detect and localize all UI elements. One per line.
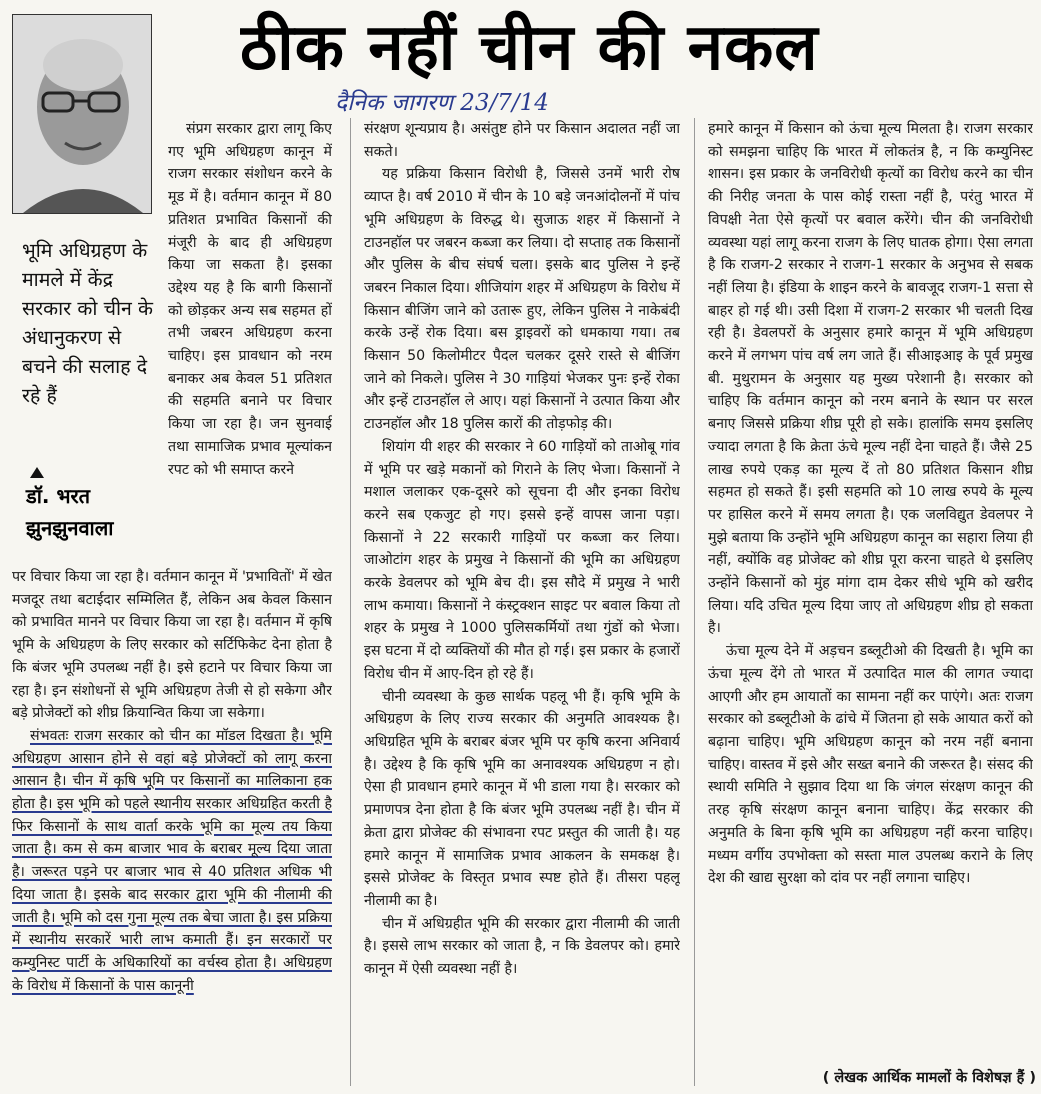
paragraph: ऊंचा मूल्य देने में अड़चन डब्लूटीओ की दिखती है। भूमि का ऊंचा मूल्य देंगे तो भारत में उत्पादित माल की लागत ज्यादा आएगी और हम आयातों का सामना नहीं कर पाएंगे। अतः राजग सरकार को डब्लूटीओ के ढांचे में जितना हो सके आयात करों को बढ़ाना चाहिए। भूमि अधिग्रहण कानून को नरम नहीं बनाना चाहिए। वास्तव में इसे और सख्त बनाने की जरूरत है। संसद की स्थायी समिति ने सुझाव दिया था कि जंगल संरक्षण कानून की तरह कृषि संरक्षण कानून बनाना चाहिए। केंद्र सरकार की अनुमति के बिना कृषि भूमि का अधिग्रहण नहीं करना चाहिए। मध्यम वर्गीय उपभोक्ता को सस्ता माल उपलब्ध कराने के लिए देश की खाद्य सुरक्षा को दांव पर नहीं लगाना चाहिए। — [708, 643, 1033, 887]
triangle-marker-icon — [30, 467, 44, 478]
column-rule — [694, 118, 695, 1086]
column-rule — [350, 118, 351, 1086]
handwritten-date-note: दैनिक जागरण 23/7/14 — [335, 90, 549, 116]
paragraph: पर विचार किया जा रहा है। वर्तमान कानून में 'प्रभावितों' में खेत मजदूर तथा बटाईदार सम्मिलित हैं, लेकिन अब केवल किसान को प्रभावित मानने पर विचार किया जा रहा है। वर्तमान में कृषि भूमि के अधिग्रहण के लिए सरकार को सर्टिफिकेट देना होता है कि बंजर भूमि उपलब्ध नहीं है। इसे हटाने पर विचार किया जा रहा है। इन संशोधनों से भूमि अधिग्रहण तेजी से हो सकेगा और बड़े प्रोजेक्टों को शीघ्र क्रियान्वित किया जा सकेगा। — [12, 569, 332, 722]
paragraph: चीनी व्यवस्था के कुछ सार्थक पहलू भी हैं। कृषि भूमि के अधिग्रहण के लिए राज्य सरकार की अनुमति आवश्यक है। अधिग्रहित भूमि के बराबर बंजर भूमि पर कृषि करना अनिवार्य है। उद्देश्य है कि कृषि भूमि का अनावश्यक अधिग्रहण न हो। ऐसा ही प्रावधान हमारे कानून में भी डाला गया है। सरकार को प्रमाणपत्र देना होता है कि बंजर भूमि उपलब्ध नहीं है। चीन में क्रेता द्वारा प्रोजेक्ट की संभावना रपट प्रस्तुत की जाती है। यह हमारे कानून में सामाजिक प्रभाव आकलन के समकक्ष है। इससे प्रोजेक्ट के विस्तृत प्रभाव स्पष्ट होते हैं। तीसरा पहलू नीलामी का है। — [364, 688, 680, 909]
author-credit-footer: ( लेखक आर्थिक मामलों के विशेषज्ञ हैं ) — [822, 1070, 1036, 1086]
paragraph: यह प्रक्रिया किसान विरोधी है, जिससे उनमें भारी रोष व्याप्त है। वर्ष 2010 में चीन के 10 बड़े जनआंदोलनों में पांच भूमि अधिग्रहण के विरुद्ध थे। सुजाऊ शहर में किसानों ने टाउनहॉल पर जबरन कब्जा कर लिया। दो सप्ताह तक किसानों और पुलिस के बीच संघर्ष चला। इसके बाद पुलिस ने इन्हें जबरन निकाल दिया। शीजियांग शहर में अधिग्रहण के विरोध में किसान बीजिंग जाने को उतारू हुए, लेकिन पुलिस ने नाकेबंदी करके उन्हें रोक दिया। बस ड्राइवरों को धमकाया गया। तब किसान 50 किलोमीटर पैदल चलकर दूसरे रास्ते से बीजिंग जाने को निकले। पुलिस ने 30 गाड़ियां भेजकर पुनः इन्हें रोका और इन्हें टाउनहॉल ले आए। यहां किसानों ने उत्पात किया और टाउनहॉल और 18 पुलिस कारों की तोड़फोड़ की। — [364, 166, 680, 433]
author-name: डॉ. भरत झुनझुनवाला — [26, 484, 114, 540]
article-column-1-top — [168, 118, 332, 574]
article-column-1-bottom — [12, 566, 332, 1094]
author-photo — [12, 14, 152, 214]
headline: ठीक नहीं चीन की नकल — [240, 11, 819, 85]
article-column-2 — [364, 118, 680, 1094]
article-column-3 — [708, 118, 1033, 1072]
paragraph: चीन में अधिग्रहीत भूमि की सरकार द्वारा नीलामी की जाती है। इससे लाभ सरकार को जाता है, न कि डेवलपर को। हमारे कानून में ऐसी व्यवस्था नहीं है। — [364, 915, 680, 978]
paragraph: शियांग यी शहर की सरकार ने 60 गाड़ियों को ताओबू गांव में भूमि पर खड़े मकानों को गिराने के लिए भेजा। किसानों ने मशाल जलाकर एक-दूसरे को सूचना दी और इनका विरोध करने सब एकजुट हो गए। इससे इन्हें वापस जाना पड़ा। किसानों ने 22 सरकारी गाड़ियों पर कब्जा कर लिया। जाओटांग शहर के प्रमुख ने किसानों की भूमि का अधिग्रहण करके डेवलपर को भूमि बेच दी। इस सौदे में प्रमुख ने भारी लाभ कमाया। किसानों ने कंस्ट्रक्शन साइट पर बवाल किया तो शहर के प्रमुख ने 1000 पुलिसकर्मियों तथा गुंडों को भेजा। इस घटना में दो व्यक्तियों की मौत हो गई। इस प्रकार के हजारों विरोध चीन में आए-दिन हो रहे हैं। — [364, 438, 680, 682]
pull-quote: भूमि अधिग्रहण के मामले में केंद्र सरकार को चीन के अंधानुकरण से बचने की सलाह दे रहे हैं — [22, 239, 154, 407]
paragraph: संरक्षण शून्यप्राय है। असंतुष्ट होने पर किसान अदालत नहीं जा सकते। — [364, 121, 680, 160]
paragraph: हमारे कानून में किसान को ऊंचा मूल्य मिलता है। राजग सरकार को समझना चाहिए कि भारत में लोकतंत्र है, न कि कम्युनिस्ट शासन। इस प्रकार के जनविरोधी कृत्यों का विरोध करने का चीन की निरीह जनता के पास कोई रास्ता नहीं है, परंतु भारत में विपक्षी नेता ऐसे कृत्यों पर बवाल करेंगे। चीन की जनविरोधी व्यवस्था यहां लागू करना राजग के लिए घातक होगा। ऐसा लगता है कि राजग-2 सरकार ने राजग-1 सरकार के अनुभव से सबक नहीं लिया है। इंडिया के शाइन करने के बावजूद राजग-1 सत्ता से बाहर हो गई थी। उसी दिशा में राजग-2 सरकार भी चलती दिख रही है। डेवलपरों के अनुसार हमारे कानून में भूमि अधिग्रहण करने में लगभग पांच वर्ष लग जाते हैं। सीआइआइ के पूर्व प्रमुख बी. मुथुरामन के अनुसार यह मुख्य परेशानी है। सरकार को चाहिए कि वर्तमान कानून को नरम बनाने के स्थान पर सरल बनाए जिससे प्रक्रिया शीघ्र पूरी हो सके। हालांकि समय इसलिए ज्यादा लगता है कि क्रेता ऊंचे मूल्य नहीं देना चाहते हैं। जैसे 25 लाख रुपये एकड़ का मूल्य दें तो 80 प्रतिशत किसान शीघ्र सहमत हो सकते हैं। इसी सहमति को 10 लाख रुपये के मूल्य पर हासिल करने में समय लगता है। एक जलविद्युत डेवलपर ने मुझे बताया कि उन्होंने भूमि अधिग्रहण कानून का सहारा लिया ही नहीं, क्योंकि वह प्रोजेक्ट को शीघ्र पूरा करना चाहते थे इसलिए उन्होंने किसानों को मुंह मांगा दाम देकर सीधे भूमि को खरीद लिया। यदि उचित मूल्य दिया जाए तो अधिग्रहण शीघ्र हो सकता है। — [708, 121, 1033, 637]
paragraph: संभवतः राजग सरकार को चीन का मॉडल दिखता है। भूमि अधिग्रहण आसान होने से वहां बड़े प्रोजेक्टों को लागू करना आसान है। चीन में कृषि भूमि पर किसानों का मालिकाना हक होता है। इस भूमि को पहले स्थानीय सरकार अधिग्रहित करती है फिर किसानों के साथ वार्ता करके भूमि का मूल्य तय किया जाता है। कम से कम बाजार भाव के बराबर मूल्य दिया जाता है। जरूरत पड़ने पर बाजार भाव से 40 प्रतिशत अधिक भी दिया जाता है। इसके बाद सरकार द्वारा भूमि की नीलामी की जाती है। भूमि को दस गुना मूल्य तक बेचा जाता है। इस प्रक्रिया में स्थानीय सरकारें भारी लाभ कमाती हैं। इन सरकारों पर कम्युनिस्ट पार्टी के अधिकारियों का वर्चस्व होता है। अधिग्रहण के विरोध में किसानों के पास कानूनी — [12, 727, 332, 994]
paragraph: संप्रग सरकार द्वारा लागू किए गए भूमि अधिग्रहण कानून में राजग सरकार संशोधन करने के मूड में है। वर्तमान कानून में 80 प्रतिशत प्रभावित किसानों की मंजूरी के बाद ही अधिग्रहण किया जा सकता है। इसका उद्देश्य यह है कि बागी किसानों को छोड़कर अन्य सब सहमत हों तभी जबरन अधिग्रहण करना चाहिए। इस प्रावधान को नरम बनाकर अब केवल 51 प्रतिशत की सहमति बनाने पर विचार किया जा रहा है। जन सुनवाई तथा सामाजिक प्रभाव मूल्यांकन रपट को भी समाप्त करने — [168, 121, 332, 478]
